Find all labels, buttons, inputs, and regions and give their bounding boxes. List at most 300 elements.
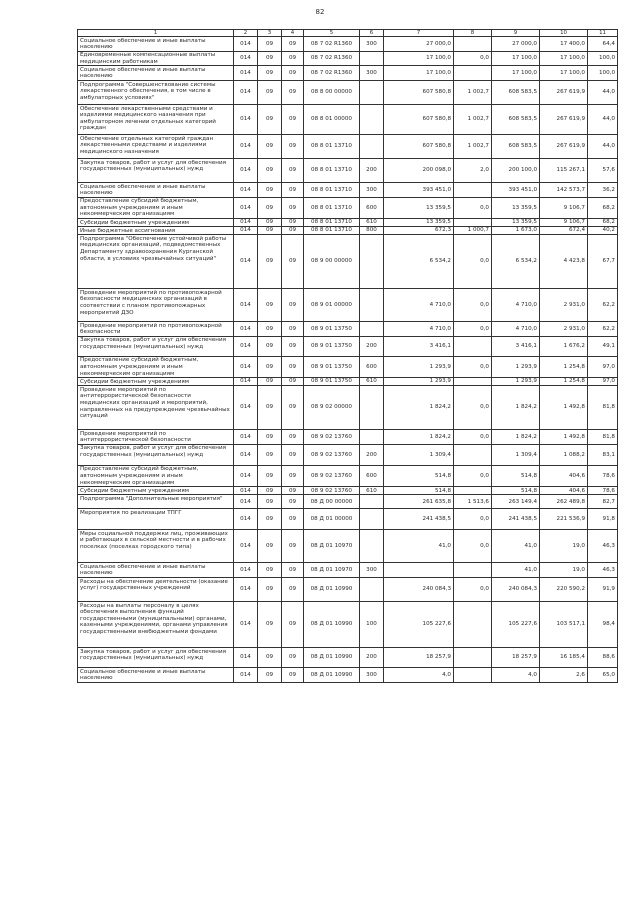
change-amount — [454, 648, 492, 668]
planned-amount: 1 309,4 — [384, 444, 454, 465]
execution-percent: 81,8 — [588, 386, 618, 430]
execution-percent: 98,4 — [588, 602, 618, 648]
expense-type-code — [360, 386, 384, 430]
executed-amount: 1 254,8 — [540, 378, 588, 386]
admin-code: 014 — [234, 602, 258, 648]
row-name: Социальное обеспечение и иные выплаты населению — [78, 66, 234, 81]
admin-code: 014 — [234, 530, 258, 563]
admin-code: 014 — [234, 336, 258, 356]
change-amount: 0,0 — [454, 235, 492, 289]
table-row — [78, 465, 618, 486]
approved-amount: 13 359,5 — [492, 197, 540, 218]
expense-type-code — [360, 105, 384, 135]
table-row — [78, 322, 618, 337]
subsection-code: 09 — [282, 648, 304, 668]
admin-code: 014 — [234, 81, 258, 105]
approved-amount: 18 257,9 — [492, 648, 540, 668]
admin-code: 014 — [234, 235, 258, 289]
subsection-code: 09 — [282, 602, 304, 648]
execution-percent: 83,1 — [588, 444, 618, 465]
table-row — [78, 37, 618, 52]
change-amount — [454, 602, 492, 648]
subsection-code: 09 — [282, 530, 304, 563]
section-code: 09 — [258, 227, 282, 235]
change-amount: 1 002,7 — [454, 105, 492, 135]
approved-amount: 17 100,0 — [492, 51, 540, 66]
executed-amount: 1 254,8 — [540, 356, 588, 377]
expense-type-code: 200 — [360, 336, 384, 356]
row-name: Социальное обеспечение и иные выплаты населению — [78, 37, 234, 52]
row-name: Единовременные компенсационные выплаты медицинским работникам — [78, 51, 234, 66]
row-name: Проведение мероприятий по противопожарной безопасности — [78, 322, 234, 337]
section-code: 09 — [258, 289, 282, 322]
execution-percent: 91,9 — [588, 578, 618, 602]
subsection-code: 09 — [282, 37, 304, 52]
table-row — [78, 530, 618, 563]
execution-percent: 91,8 — [588, 509, 618, 530]
change-amount: 0,0 — [454, 509, 492, 530]
execution-percent: 78,6 — [588, 465, 618, 486]
expense-type-code — [360, 235, 384, 289]
expense-type-code: 200 — [360, 648, 384, 668]
change-amount: 1 002,7 — [454, 135, 492, 159]
page-number: 82 — [315, 8, 325, 16]
expense-type-code: 600 — [360, 465, 384, 486]
subsection-code: 09 — [282, 509, 304, 530]
change-amount: 0,0 — [454, 386, 492, 430]
executed-amount: 267 619,9 — [540, 81, 588, 105]
target-article-code: 08 7 02 R1360 — [304, 66, 360, 81]
planned-amount: 514,8 — [384, 487, 454, 495]
planned-amount: 4 710,0 — [384, 289, 454, 322]
planned-amount: 200 098,0 — [384, 159, 454, 183]
row-name: Подпрограмма "Совершенствование системы лекарственного обеспечения, в том числе в амбулаторных условиях" — [78, 81, 234, 105]
section-code: 09 — [258, 386, 282, 430]
row-name: Иные бюджетные ассигнования — [78, 227, 234, 235]
expense-type-code: 610 — [360, 487, 384, 495]
subsection-code: 09 — [282, 444, 304, 465]
column-number: 5 — [304, 30, 360, 37]
change-amount — [454, 336, 492, 356]
row-name: Закупка товаров, работ и услуг для обеспечения государственных (муниципальных) нужд — [78, 159, 234, 183]
approved-amount: 608 583,5 — [492, 105, 540, 135]
row-name: Мероприятия по реализации ТПГГ — [78, 509, 234, 530]
expense-type-code — [360, 51, 384, 66]
executed-amount: 19,0 — [540, 530, 588, 563]
execution-percent: 64,4 — [588, 37, 618, 52]
target-article-code: 08 8 01 00000 — [304, 105, 360, 135]
admin-code: 014 — [234, 197, 258, 218]
execution-percent: 44,0 — [588, 81, 618, 105]
approved-amount: 27 000,0 — [492, 37, 540, 52]
column-number: 7 — [384, 30, 454, 37]
execution-percent: 46,3 — [588, 530, 618, 563]
expense-type-code — [360, 495, 384, 509]
expense-type-code: 100 — [360, 602, 384, 648]
subsection-code: 09 — [282, 227, 304, 235]
target-article-code: 08 8 01 13710 — [304, 159, 360, 183]
approved-amount: 608 583,5 — [492, 135, 540, 159]
table-row — [78, 183, 618, 198]
planned-amount: 17 100,0 — [384, 51, 454, 66]
row-name: Социальное обеспечение и иные выплаты населению — [78, 183, 234, 198]
table-row — [78, 336, 618, 356]
expense-type-code: 600 — [360, 197, 384, 218]
planned-amount: 105 227,6 — [384, 602, 454, 648]
row-name: Обеспечение отдельных категорий граждан лекарственными средствами и изделиями медицинского назначения — [78, 135, 234, 159]
subsection-code: 09 — [282, 159, 304, 183]
execution-percent: 81,8 — [588, 430, 618, 445]
change-amount: 0,0 — [454, 530, 492, 563]
executed-amount: 404,6 — [540, 487, 588, 495]
table-row — [78, 509, 618, 530]
approved-amount: 608 583,5 — [492, 81, 540, 105]
table-row — [78, 81, 618, 105]
subsection-code: 09 — [282, 336, 304, 356]
admin-code: 014 — [234, 37, 258, 52]
execution-percent: 97,0 — [588, 378, 618, 386]
change-amount: 0,0 — [454, 465, 492, 486]
section-code: 09 — [258, 602, 282, 648]
row-name: Расходы на обеспечение деятельности (оказание услуг) государственных учреждений — [78, 578, 234, 602]
execution-percent: 78,6 — [588, 487, 618, 495]
target-article-code: 08 9 02 13760 — [304, 444, 360, 465]
change-amount — [454, 378, 492, 386]
admin-code: 014 — [234, 487, 258, 495]
execution-percent: 44,0 — [588, 105, 618, 135]
executed-amount: 267 619,9 — [540, 135, 588, 159]
planned-amount: 4,0 — [384, 668, 454, 683]
execution-percent: 62,2 — [588, 322, 618, 337]
target-article-code: 08 7 02 R1360 — [304, 51, 360, 66]
approved-amount: 4 710,0 — [492, 322, 540, 337]
section-code: 09 — [258, 356, 282, 377]
planned-amount: 607 580,8 — [384, 135, 454, 159]
execution-percent: 65,0 — [588, 668, 618, 683]
change-amount — [454, 563, 492, 578]
target-article-code: 08 9 01 13750 — [304, 378, 360, 386]
table-row — [78, 66, 618, 81]
subsection-code: 09 — [282, 563, 304, 578]
subsection-code: 09 — [282, 235, 304, 289]
approved-amount: 41,0 — [492, 563, 540, 578]
section-code: 09 — [258, 487, 282, 495]
change-amount: 2,0 — [454, 159, 492, 183]
execution-percent: 97,0 — [588, 356, 618, 377]
approved-amount: 17 100,0 — [492, 66, 540, 81]
section-code: 09 — [258, 322, 282, 337]
admin-code: 014 — [234, 183, 258, 198]
expense-type-code: 610 — [360, 378, 384, 386]
row-name: Закупка товаров, работ и услуг для обеспечения государственных (муниципальных) нужд — [78, 336, 234, 356]
executed-amount: 262 489,8 — [540, 495, 588, 509]
row-name: Закупка товаров, работ и услуг для обеспечения государственных (муниципальных) нужд — [78, 444, 234, 465]
admin-code: 014 — [234, 444, 258, 465]
section-code: 09 — [258, 159, 282, 183]
target-article-code: 08 8 01 13710 — [304, 219, 360, 227]
subsection-code: 09 — [282, 105, 304, 135]
section-code: 09 — [258, 81, 282, 105]
row-name: Социальное обеспечение и иные выплаты населению — [78, 563, 234, 578]
change-amount — [454, 66, 492, 81]
executed-amount: 267 619,9 — [540, 105, 588, 135]
executed-amount: 220 590,2 — [540, 578, 588, 602]
subsection-code: 09 — [282, 578, 304, 602]
section-code: 09 — [258, 444, 282, 465]
subsection-code: 09 — [282, 487, 304, 495]
row-name: Социальное обеспечение и иные выплаты населению — [78, 668, 234, 683]
column-number: 6 — [360, 30, 384, 37]
expense-type-code: 200 — [360, 159, 384, 183]
row-name: Предоставление субсидий бюджетным, автономным учреждениям и иным некоммерческим организациям — [78, 356, 234, 377]
subsection-code: 09 — [282, 356, 304, 377]
expense-type-code: 200 — [360, 444, 384, 465]
executed-amount: 221 536,9 — [540, 509, 588, 530]
admin-code: 014 — [234, 430, 258, 445]
planned-amount: 1 824,2 — [384, 386, 454, 430]
expense-type-code: 300 — [360, 37, 384, 52]
admin-code: 014 — [234, 227, 258, 235]
change-amount — [454, 444, 492, 465]
section-code: 09 — [258, 430, 282, 445]
execution-percent: 49,1 — [588, 336, 618, 356]
row-name: Подпрограмма "Дополнительные мероприятия" — [78, 495, 234, 509]
row-name: Субсидии бюджетным учреждениям — [78, 487, 234, 495]
approved-amount: 4 710,0 — [492, 289, 540, 322]
execution-percent: 68,2 — [588, 197, 618, 218]
change-amount: 0,0 — [454, 51, 492, 66]
table-row — [78, 159, 618, 183]
executed-amount: 115 267,1 — [540, 159, 588, 183]
section-code: 09 — [258, 336, 282, 356]
expense-type-code — [360, 135, 384, 159]
executed-amount: 404,6 — [540, 465, 588, 486]
subsection-code: 09 — [282, 51, 304, 66]
planned-amount: 1 293,9 — [384, 378, 454, 386]
row-name: Проведение мероприятий по противопожарной безопасности медицинских организаций в соответствии с планом противопожарных мероприятий ДЗО — [78, 289, 234, 322]
planned-amount: 3 416,1 — [384, 336, 454, 356]
executed-amount: 1 492,8 — [540, 386, 588, 430]
table-row — [78, 487, 618, 495]
planned-amount: 18 257,9 — [384, 648, 454, 668]
admin-code: 014 — [234, 219, 258, 227]
approved-amount: 514,8 — [492, 465, 540, 486]
target-article-code: 08 8 00 00000 — [304, 81, 360, 105]
target-article-code: 08 9 00 00000 — [304, 235, 360, 289]
expense-type-code — [360, 578, 384, 602]
section-code: 09 — [258, 135, 282, 159]
expense-type-code — [360, 289, 384, 322]
target-article-code: 08 Д 01 10990 — [304, 578, 360, 602]
target-article-code: 08 7 02 R1360 — [304, 37, 360, 52]
executed-amount: 19,0 — [540, 563, 588, 578]
section-code: 09 — [258, 465, 282, 486]
table-row — [78, 602, 618, 648]
subsection-code: 09 — [282, 289, 304, 322]
section-code: 09 — [258, 51, 282, 66]
row-name: Проведение мероприятий по антитеррористической безопасности медицинских организаций и мероприятий, направленных на предупреждение чрезвычайных ситуаций — [78, 386, 234, 430]
section-code: 09 — [258, 378, 282, 386]
planned-amount: 1 293,9 — [384, 356, 454, 377]
section-code: 09 — [258, 495, 282, 509]
execution-percent: 44,0 — [588, 135, 618, 159]
table-row — [78, 495, 618, 509]
expense-type-code: 600 — [360, 356, 384, 377]
executed-amount: 103 517,1 — [540, 602, 588, 648]
change-amount: 0,0 — [454, 322, 492, 337]
change-amount: 1 002,7 — [454, 81, 492, 105]
table-row — [78, 430, 618, 445]
section-code: 09 — [258, 183, 282, 198]
target-article-code: 08 Д 01 10990 — [304, 602, 360, 648]
change-amount — [454, 219, 492, 227]
executed-amount: 17 400,0 — [540, 37, 588, 52]
executed-amount: 672,4 — [540, 227, 588, 235]
target-article-code: 08 9 02 13760 — [304, 430, 360, 445]
planned-amount: 13 359,5 — [384, 219, 454, 227]
approved-amount: 241 438,5 — [492, 509, 540, 530]
section-code: 09 — [258, 509, 282, 530]
approved-amount: 13 359,5 — [492, 219, 540, 227]
admin-code: 014 — [234, 105, 258, 135]
approved-amount: 1 309,4 — [492, 444, 540, 465]
section-code: 09 — [258, 668, 282, 683]
execution-percent: 82,7 — [588, 495, 618, 509]
approved-amount: 240 084,3 — [492, 578, 540, 602]
target-article-code: 08 9 01 00000 — [304, 289, 360, 322]
subsection-code: 09 — [282, 322, 304, 337]
subsection-code: 09 — [282, 183, 304, 198]
budget-table — [77, 29, 618, 683]
executed-amount: 9 106,7 — [540, 219, 588, 227]
expense-type-code: 800 — [360, 227, 384, 235]
execution-percent: 62,2 — [588, 289, 618, 322]
executed-amount: 2 931,0 — [540, 289, 588, 322]
admin-code: 014 — [234, 509, 258, 530]
approved-amount: 1 293,9 — [492, 356, 540, 377]
planned-amount: 240 084,3 — [384, 578, 454, 602]
row-name: Меры социальной поддержки лиц, проживающих и работающих в сельской местности и в рабочих поселках (поселках городского типа) — [78, 530, 234, 563]
table-row — [78, 289, 618, 322]
row-name: Закупка товаров, работ и услуг для обеспечения государственных (муниципальных) нужд — [78, 648, 234, 668]
subsection-code: 09 — [282, 465, 304, 486]
admin-code: 014 — [234, 578, 258, 602]
planned-amount: 4 710,0 — [384, 322, 454, 337]
approved-amount: 1 673,0 — [492, 227, 540, 235]
change-amount: 0,0 — [454, 197, 492, 218]
planned-amount: 514,8 — [384, 465, 454, 486]
column-number: 4 — [282, 30, 304, 37]
approved-amount: 105 227,6 — [492, 602, 540, 648]
target-article-code: 08 Д 01 10970 — [304, 563, 360, 578]
admin-code: 014 — [234, 159, 258, 183]
row-name: Расходы на выплаты персоналу в целях обеспечения выполнения функций государственными (муниципальными) органами, казенными учреждениями, органами управления государственными внебюджетными фондами — [78, 602, 234, 648]
row-name: Субсидии бюджетным учреждениям — [78, 219, 234, 227]
approved-amount: 1 824,2 — [492, 386, 540, 430]
section-code: 09 — [258, 530, 282, 563]
table-row — [78, 219, 618, 227]
target-article-code: 08 Д 01 00000 — [304, 509, 360, 530]
execution-percent: 88,6 — [588, 648, 618, 668]
target-article-code: 08 Д 01 10990 — [304, 668, 360, 683]
section-code: 09 — [258, 563, 282, 578]
execution-percent: 100,0 — [588, 51, 618, 66]
admin-code: 014 — [234, 322, 258, 337]
subsection-code: 09 — [282, 66, 304, 81]
planned-amount: 607 580,8 — [384, 81, 454, 105]
planned-amount: 672,3 — [384, 227, 454, 235]
row-name: Предоставление субсидий бюджетным, автономным учреждениям и иным некоммерческим организациям — [78, 465, 234, 486]
admin-code: 014 — [234, 563, 258, 578]
table-row — [78, 378, 618, 386]
column-number: 10 — [540, 30, 588, 37]
admin-code: 014 — [234, 495, 258, 509]
target-article-code: 08 8 01 13710 — [304, 183, 360, 198]
expense-type-code: 300 — [360, 66, 384, 81]
approved-amount: 3 416,1 — [492, 336, 540, 356]
planned-amount: 1 824,2 — [384, 430, 454, 445]
admin-code: 014 — [234, 356, 258, 377]
column-number: 2 — [234, 30, 258, 37]
planned-amount: 607 580,8 — [384, 105, 454, 135]
subsection-code: 09 — [282, 81, 304, 105]
target-article-code: 08 Д 01 10990 — [304, 648, 360, 668]
executed-amount: 142 573,7 — [540, 183, 588, 198]
target-article-code: 08 9 02 13760 — [304, 465, 360, 486]
planned-amount: 13 359,5 — [384, 197, 454, 218]
approved-amount: 514,8 — [492, 487, 540, 495]
section-code: 09 — [258, 235, 282, 289]
section-code: 09 — [258, 197, 282, 218]
column-number: 11 — [588, 30, 618, 37]
target-article-code: 08 Д 01 10970 — [304, 530, 360, 563]
target-article-code: 08 9 02 13760 — [304, 487, 360, 495]
expense-type-code: 300 — [360, 563, 384, 578]
approved-amount: 4,0 — [492, 668, 540, 683]
admin-code: 014 — [234, 289, 258, 322]
approved-amount: 1 293,9 — [492, 378, 540, 386]
section-code: 09 — [258, 66, 282, 81]
executed-amount: 2 931,0 — [540, 322, 588, 337]
table-row — [78, 648, 618, 668]
target-article-code: 08 8 01 13710 — [304, 227, 360, 235]
executed-amount: 9 106,7 — [540, 197, 588, 218]
row-name: Подпрограмма "Обеспечение устойчивой работы медицинских организаций, подведомственных Департаменту здравоохранения Курганской области, в условиях чрезвычайных ситуаций" — [78, 235, 234, 289]
change-amount: 0,0 — [454, 356, 492, 377]
target-article-code: 08 9 01 13750 — [304, 356, 360, 377]
execution-percent: 40,2 — [588, 227, 618, 235]
planned-amount: 261 635,8 — [384, 495, 454, 509]
admin-code: 014 — [234, 386, 258, 430]
execution-percent: 46,3 — [588, 563, 618, 578]
subsection-code: 09 — [282, 386, 304, 430]
executed-amount: 1 676,2 — [540, 336, 588, 356]
target-article-code: 08 8 01 13710 — [304, 197, 360, 218]
table-row — [78, 578, 618, 602]
subsection-code: 09 — [282, 135, 304, 159]
approved-amount: 393 451,0 — [492, 183, 540, 198]
table-row — [78, 227, 618, 235]
table-row — [78, 386, 618, 430]
target-article-code: 08 Д 00 00000 — [304, 495, 360, 509]
executed-amount: 2,6 — [540, 668, 588, 683]
target-article-code: 08 8 01 13710 — [304, 135, 360, 159]
table-row — [78, 356, 618, 377]
execution-percent: 36,2 — [588, 183, 618, 198]
change-amount: 1 513,6 — [454, 495, 492, 509]
admin-code: 014 — [234, 51, 258, 66]
admin-code: 014 — [234, 378, 258, 386]
